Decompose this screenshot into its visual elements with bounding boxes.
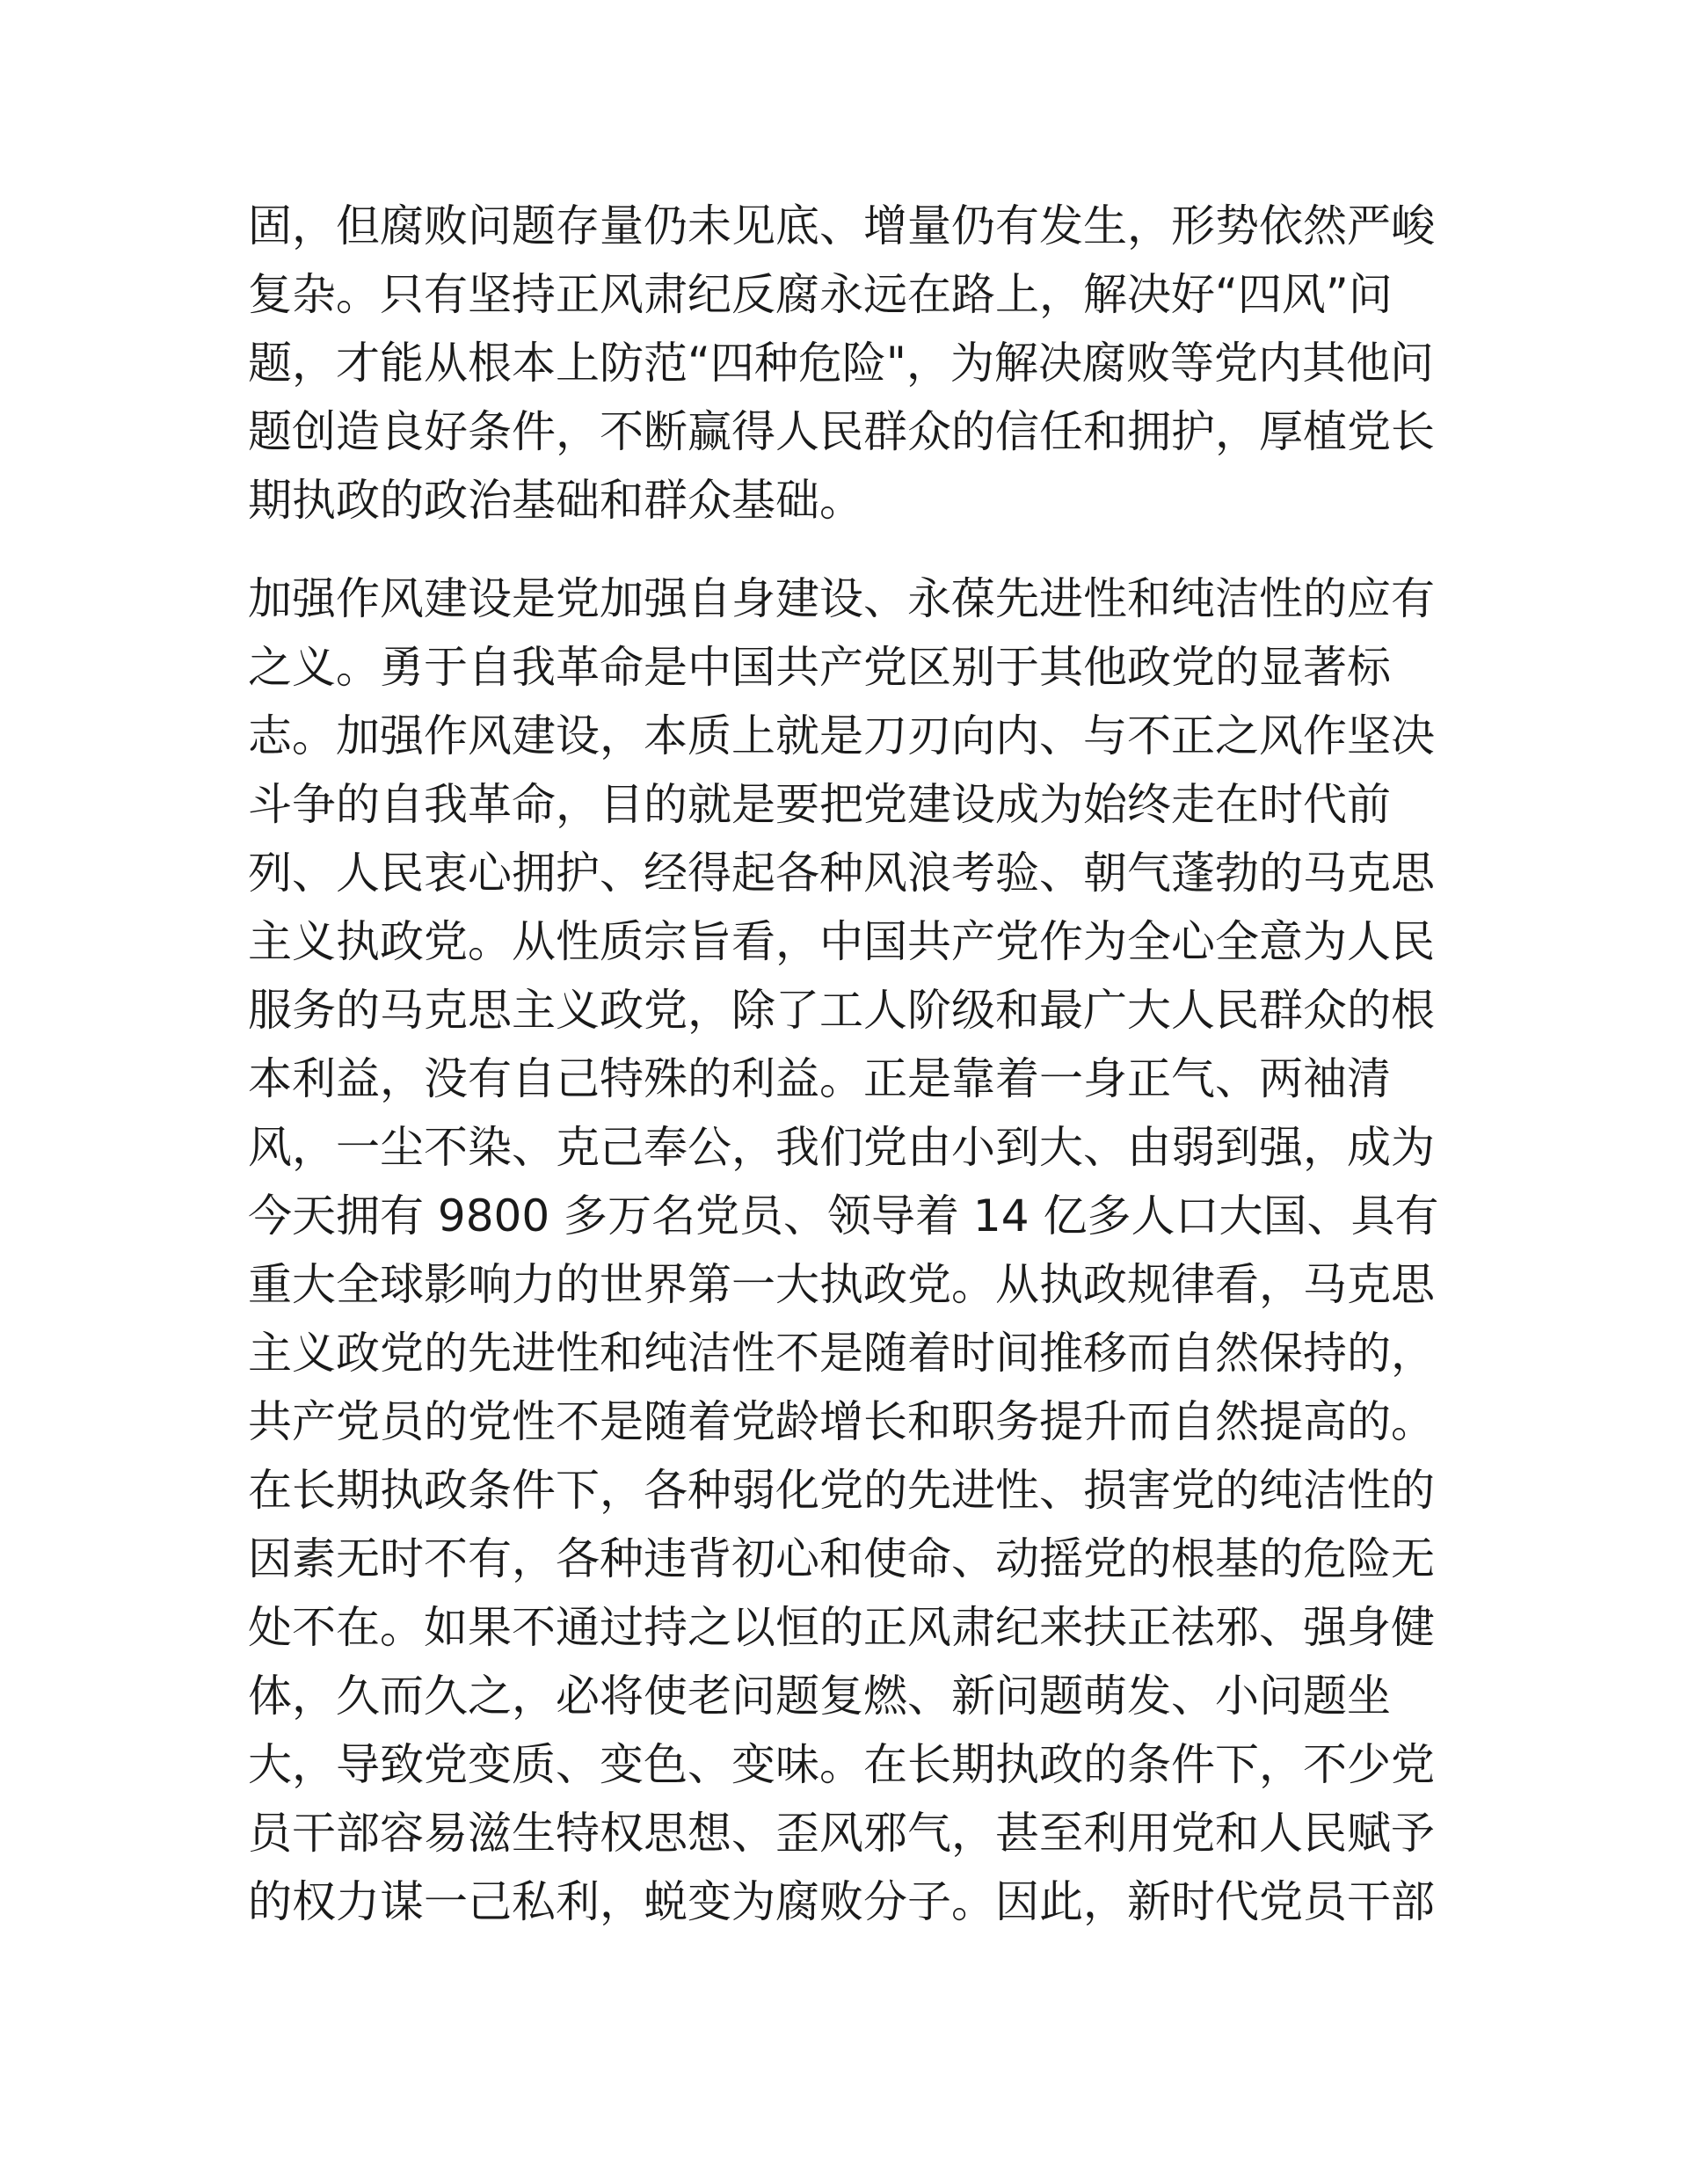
paragraph-line: 题，才能从根本上防范“四种危险"，为解决腐败等党内其他问 bbox=[248, 338, 1434, 389]
paragraph-line: 加强作风建设是党加强自身建设、永葆先进性和纯洁性的应有 bbox=[248, 573, 1435, 624]
paragraph-line: 服务的马克思主义政党，除了工人阶级和最广大人民群众的根 bbox=[248, 985, 1435, 1036]
paragraph-line: 列、人民衷心拥护、经得起各种风浪考验、朝气蓬勃的马克思 bbox=[248, 848, 1435, 899]
paragraph-line: 在长期执政条件下，各种弱化党的先进性、损害党的纯洁性的 bbox=[248, 1465, 1435, 1516]
paragraph-line: 处不在。如果不通过持之以恒的正风肃纪来扶正祛邪、强身健 bbox=[248, 1602, 1435, 1653]
paragraph-line: 的权力谋一己私利，蜕变为腐败分子。因此，新时代党员干部 bbox=[248, 1876, 1435, 1927]
paragraph-line: 员干部容易滋生特权思想、歪风邪气，甚至利用党和人民赋予 bbox=[248, 1808, 1435, 1859]
paragraph-line: 主义执政党。从性质宗旨看，中国共产党作为全心全意为人民 bbox=[248, 916, 1435, 967]
paragraph-line: 大，导致党变质、变色、变味。在长期执政的条件下，不少党 bbox=[248, 1739, 1435, 1790]
paragraph-line: 之义。勇于自我革命是中国共产党区别于其他政党的显著标 bbox=[248, 642, 1391, 693]
paragraph-line: 体，久而久之，必将使老问题复燃、新问题萌发、小问题坐 bbox=[248, 1671, 1391, 1722]
paragraph-line: 今天拥有 9800 多万名党员、领导着 14 亿多人口大国、具有 bbox=[248, 1190, 1439, 1241]
paragraph-line: 斗争的自我革命，目的就是要把党建设成为始终走在时代前 bbox=[248, 779, 1391, 830]
paragraph-line: 主义政党的先进性和纯洁性不是随着时间推移而自然保持的， bbox=[248, 1328, 1435, 1379]
paragraph-line: 共产党员的党性不是随着党龄增长和职务提升而自然提高的。 bbox=[248, 1396, 1435, 1447]
paragraph-line: 重大全球影响力的世界第一大执政党。从执政规律看，马克思 bbox=[248, 1259, 1435, 1310]
paragraph-1 bbox=[248, 192, 1461, 535]
paragraph-line: 本利益，没有自己特殊的利益。正是靠着一身正气、两袖清 bbox=[248, 1053, 1391, 1104]
paragraph-line: 固，但腐败问题存量仍未见底、增量仍有发生，形势依然严峻 bbox=[248, 200, 1435, 251]
paragraph-line: 志。加强作风建设，本质上就是刀刃向内、与不正之风作坚决 bbox=[248, 710, 1435, 761]
paragraph-line: 期执政的政治基础和群众基础。 bbox=[248, 475, 863, 526]
paragraph-2 bbox=[248, 564, 1461, 1936]
paragraph-line: 复杂。只有坚持正风肃纪反腐永远在路上，解决好“四风”问 bbox=[248, 269, 1393, 320]
paragraph-line: 因素无时不有，各种违背初心和使命、动摇党的根基的危险无 bbox=[248, 1533, 1435, 1584]
paragraph-line: 风，一尘不染、克己奉公，我们党由小到大、由弱到强，成为 bbox=[248, 1122, 1435, 1173]
paragraph-line: 题创造良好条件，不断赢得人民群众的信任和拥护，厚植党长 bbox=[248, 406, 1435, 457]
